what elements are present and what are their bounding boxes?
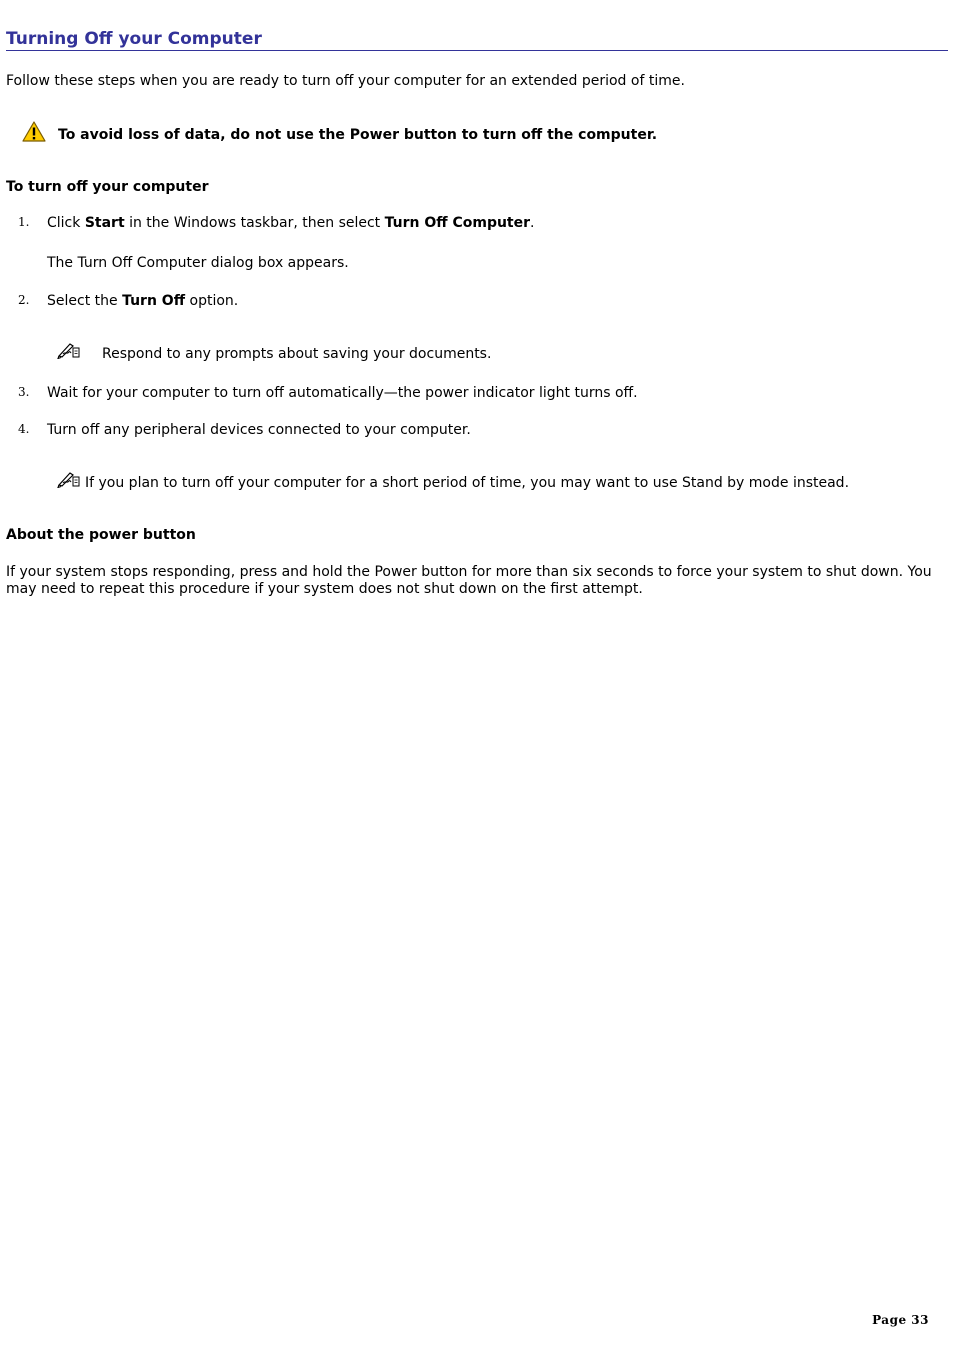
step-number: 1. bbox=[18, 215, 30, 229]
about-heading: About the power button bbox=[6, 527, 196, 543]
intro-paragraph: Follow these steps when you are ready to turn off your computer for an extended period of time. bbox=[6, 73, 685, 89]
procedure-heading: To turn off your computer bbox=[6, 179, 209, 195]
page-title: Turning Off your Computer bbox=[6, 29, 948, 51]
step-number: 2. bbox=[18, 293, 30, 307]
start-menu-term: Start bbox=[84, 215, 125, 231]
step-1-text: Click Start in the Windows taskbar, then select Turn Off Computer. bbox=[47, 215, 535, 231]
step-2-text: Select the Turn Off option. bbox=[47, 293, 239, 309]
note-pencil-icon bbox=[57, 341, 81, 359]
step-2-note: Respond to any prompts about saving your documents. bbox=[102, 346, 492, 362]
step-4-text: Turn off any peripheral devices connected to your computer. bbox=[47, 422, 471, 438]
page-number: Page 33 bbox=[872, 1313, 929, 1327]
step-number: 4. bbox=[18, 422, 30, 436]
step-number: 3. bbox=[18, 385, 30, 399]
turn-off-computer-term: Turn Off Computer bbox=[384, 215, 531, 231]
note-pencil-icon bbox=[57, 470, 81, 488]
step-4-note: If you plan to turn off your computer for a short period of time, you may want to use Stand by mode instead. bbox=[85, 475, 850, 491]
turn-off-term: Turn Off bbox=[122, 293, 186, 309]
about-paragraph: If your system stops responding, press and hold the Power button for more than six seconds to force your system to shut down. You may need to repeat this procedure if your system does not shut down on the first attempt. bbox=[6, 564, 932, 597]
step-1-followup: The Turn Off Computer dialog box appears. bbox=[47, 255, 349, 271]
step-3-text: Wait for your computer to turn off automatically—the power indicator light turns off. bbox=[47, 385, 638, 401]
warning-icon bbox=[22, 121, 46, 143]
warning-text: To avoid loss of data, do not use the Power button to turn off the computer. bbox=[58, 127, 658, 143]
